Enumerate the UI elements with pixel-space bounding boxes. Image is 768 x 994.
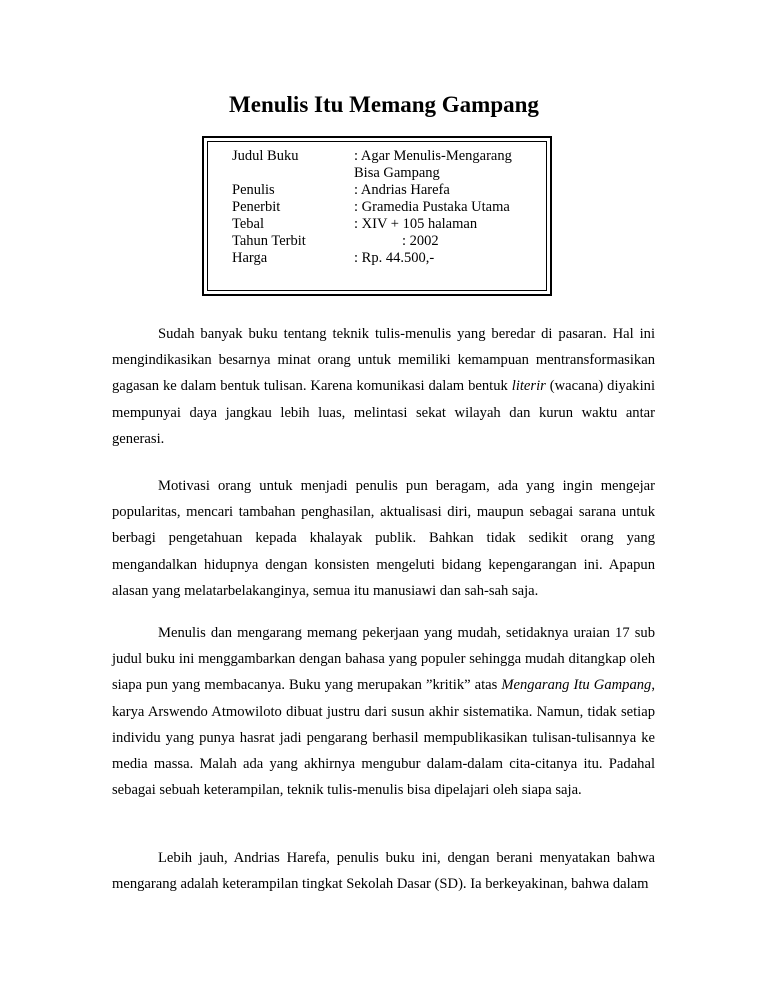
paragraph-4: Lebih jauh, Andrias Harefa, penulis buku ini, dengan berani menyatakan bahwa mengarang adalah keterampilan tingkat Sekolah Dasar (SD). Ia berkeyakinan, bahwa dalam	[112, 850, 655, 893]
paragraph-3: Menulis dan mengarang memang pekerjaan yang mudah, setidaknya uraian 17 sub judul buku ini menggambarkan dengan bahasa yang populer sehingga mudah ditangkap oleh siapa pun yang membacanya. Buku yang merupakan ”kritik” atas Mengarang Itu Gampang, karya Arswendo Atmowiloto dibuat justru dari susun akhir sistematika. Namun, tidak setiap individu yang punya hasrat jadi pengarang berhasil mempublikasikan tulisan-tulisannya ke media massa. Malah ada yang akhirnya mengubur dalam-dalam cita-citanya itu. Padahal sebagai sebuah keterampilan, teknik tulis-menulis bisa dipelajari oleh siapa saja.	[112, 625, 655, 799]
book-info-row-penerbit	[232, 199, 510, 216]
book-info-value: : Agar Menulis-Mengarang	[354, 148, 512, 164]
book-info-label: Penulis	[232, 182, 275, 198]
book-info-row-judul-cont	[232, 165, 440, 182]
book-info-row-judul	[232, 148, 512, 165]
book-info-value: : 2002	[402, 233, 439, 249]
page-title: Menulis Itu Memang Gampang	[229, 92, 539, 117]
book-info-row-tahun	[232, 233, 439, 250]
book-info-box	[202, 136, 552, 296]
paragraph-1: Sudah banyak buku tentang teknik tulis-menulis yang beredar di pasaran. Hal ini mengindikasikan besarnya minat orang untuk memiliki kemampuan mentransformasikan gagasan ke dalam bentuk tulisan. Karena komunikasi dalam bentuk literir (wacana) diyakini mempunyai daya jangkau lebih luas, melintasi sekat wilayah dan kurun waktu antar generasi.	[112, 326, 655, 447]
book-info-value: : Rp. 44.500,-	[354, 250, 435, 266]
paragraph-2: Motivasi orang untuk menjadi penulis pun beragam, ada yang ingin mengejar popularitas, mencari tambahan penghasilan, aktualisasi diri, maupun sebagai sarana untuk berbagi pengetahuan kepada khalayak publik. Bahkan tidak sedikit orang yang mengandalkan hidupnya dengan konsisten mengeluti bidang kepengarangan ini. Apapun alasan yang melatarbelakanginya, semua itu manusiawi dan sah-sah saja.	[112, 478, 655, 599]
book-info-label: Penerbit	[232, 199, 281, 215]
book-info-label: Tebal	[232, 216, 264, 232]
book-info-row-penulis	[232, 182, 450, 199]
book-info-value: : Gramedia Pustaka Utama	[354, 199, 510, 215]
book-info-label: Judul Buku	[232, 148, 299, 164]
book-info-row-harga	[232, 250, 434, 267]
book-info-row-tebal	[232, 216, 477, 233]
book-info-label: Harga	[232, 250, 268, 266]
book-info-inner-border	[207, 141, 547, 291]
book-info-value: Bisa Gampang	[354, 165, 440, 181]
book-info-value: : XIV + 105 halaman	[354, 216, 478, 232]
book-info-label: Tahun Terbit	[232, 233, 306, 249]
book-info-value: : Andrias Harefa	[354, 182, 450, 198]
